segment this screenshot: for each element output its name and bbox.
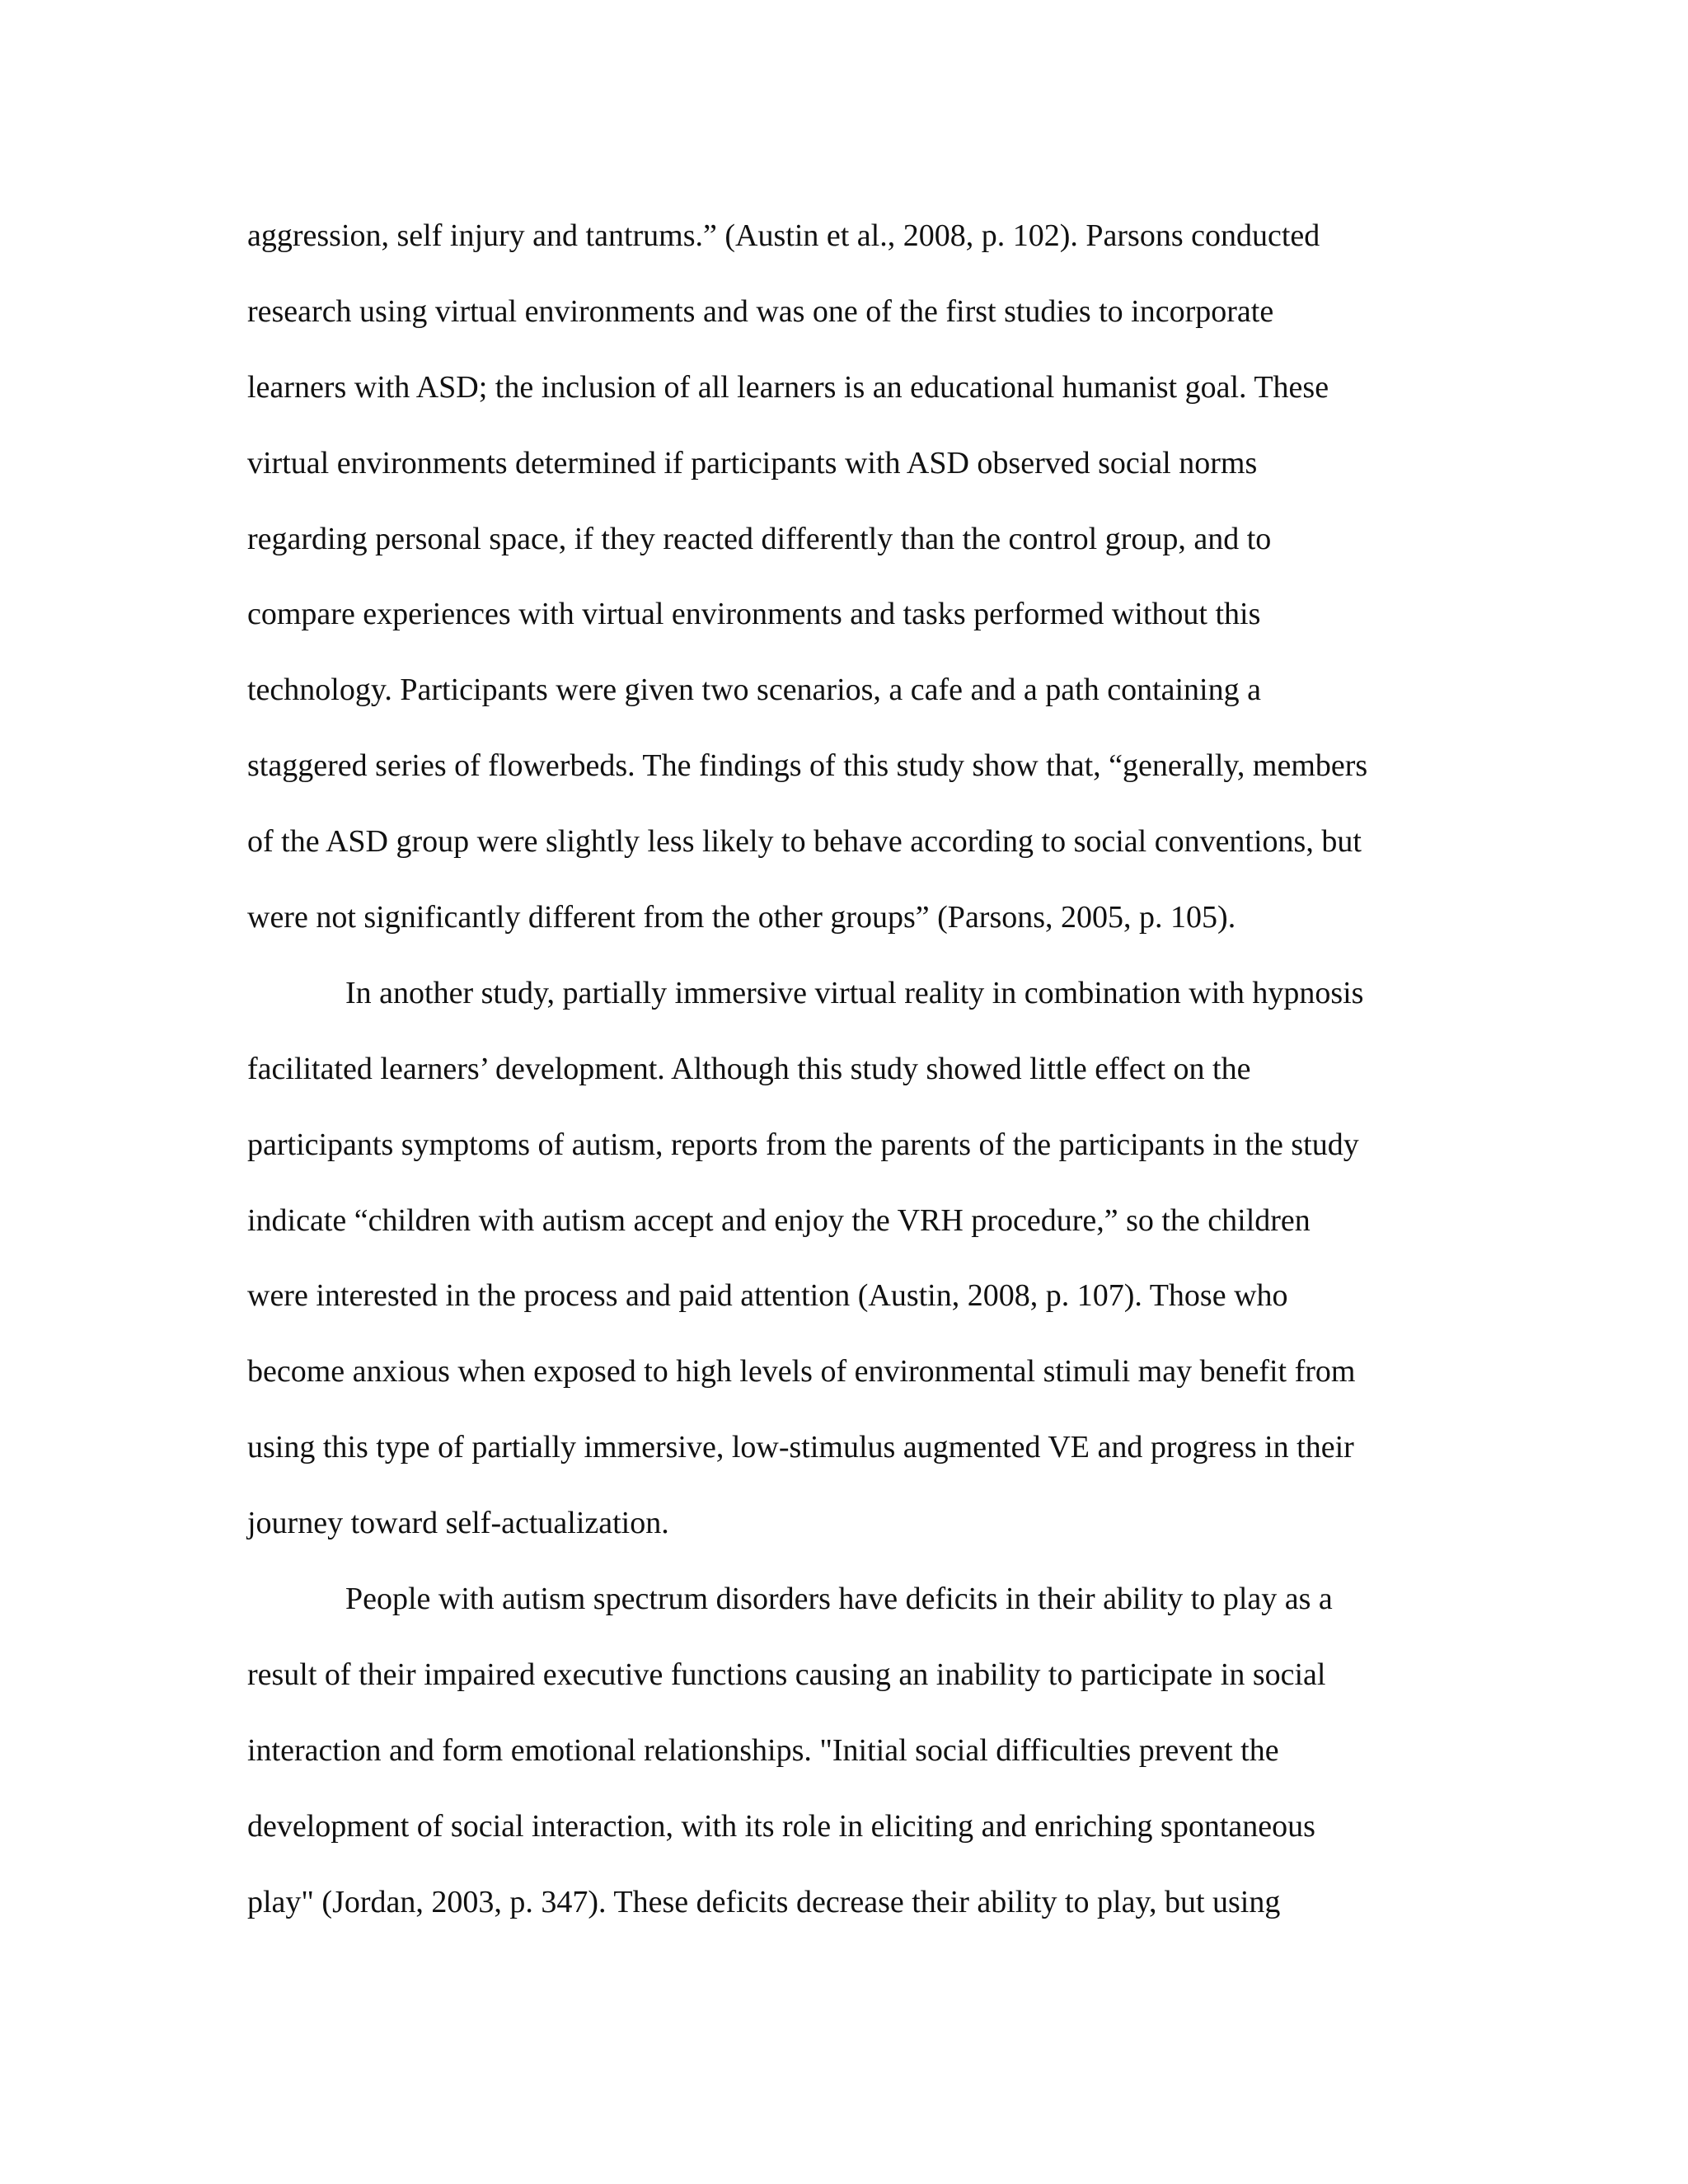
text-line: using this type of partially immersive, low-stimulus augmented VE and progress in their <box>247 1430 1354 1465</box>
text-line: indicate “children with autism accept and enjoy the VRH procedure,” so the children <box>247 1202 1311 1238</box>
text-line: aggression, self injury and tantrums.” (Austin et al., 2008, p. 102). Parsons conducted <box>247 218 1320 253</box>
text-line: of the ASD group were slightly less likely to behave according to social conventions, but <box>247 824 1362 860</box>
text-line: learners with ASD; the inclusion of all learners is an educational humanist goal. These <box>247 369 1329 405</box>
text-line: participants symptoms of autism, reports from the parents of the participants in the study <box>247 1127 1359 1162</box>
text-line: interaction and form emotional relationships. "Initial social difficulties prevent the <box>247 1732 1279 1768</box>
paragraph-2 <box>247 956 1434 1562</box>
text-line: research using virtual environments and was one of the first studies to incorporate <box>247 293 1274 329</box>
text-line: virtual environments determined if participants with ASD observed social norms <box>247 445 1258 480</box>
text-line: result of their impaired executive functions causing an inability to participate in social <box>247 1657 1326 1692</box>
text-line: In another study, partially immersive virtual reality in combination with hypnosis <box>345 975 1364 1010</box>
text-line: staggered series of flowerbeds. The findings of this study show that, “generally, members <box>247 748 1368 784</box>
text-line: become anxious when exposed to high levels of environmental stimuli may benefit from <box>247 1354 1356 1390</box>
text-line: regarding personal space, if they reacted differently than the control group, and to <box>247 521 1272 556</box>
text-line: were interested in the process and paid attention (Austin, 2008, p. 107). Those who <box>247 1278 1288 1314</box>
text-line: play" (Jordan, 2003, p. 347). These deficits decrease their ability to play, but using <box>247 1884 1281 1919</box>
text-line: compare experiences with virtual environments and tasks performed without this <box>247 597 1261 632</box>
text-line: journey toward self-actualization. <box>247 1506 669 1541</box>
text-line: facilitated learners’ development. Although this study showed little effect on the <box>247 1051 1251 1086</box>
text-line: technology. Participants were given two scenarios, a cafe and a path containing a <box>247 673 1261 708</box>
body-text <box>247 199 1434 1940</box>
text-line: were not significantly different from the other groups” (Parsons, 2005, p. 105). <box>247 900 1236 935</box>
text-line: development of social interaction, with its role in eliciting and enriching spontaneous <box>247 1808 1315 1844</box>
paragraph-3 <box>247 1562 1434 1940</box>
text-line: People with autism spectrum disorders have deficits in their ability to play as a <box>345 1582 1333 1617</box>
paragraph-1 <box>247 199 1434 956</box>
